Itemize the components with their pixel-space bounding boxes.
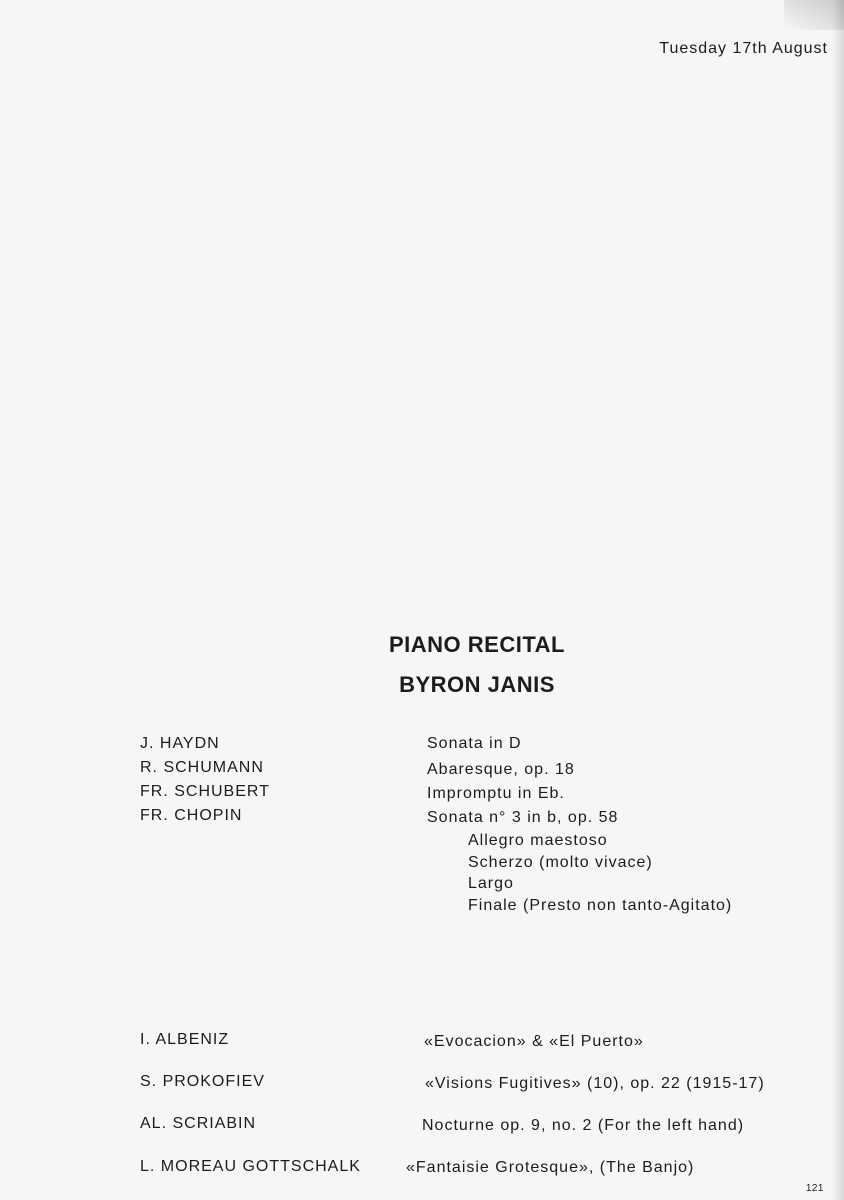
composer-name: S. PROKOFIEV <box>140 1073 265 1090</box>
performer-name: BYRON JANIS <box>399 672 555 697</box>
work-title: «Visions Fugitives» (10), op. 22 (1915-17) <box>425 1075 765 1092</box>
movement-list <box>468 830 732 916</box>
composer-name: J. HAYDN <box>140 735 220 752</box>
page-edge-shadow <box>832 0 844 1200</box>
recital-title-line-1: PIANO RECITAL <box>389 632 565 657</box>
movement: Finale (Presto non tanto-Agitato) <box>468 896 733 914</box>
composer-name: I. ALBENIZ <box>140 1031 230 1048</box>
work-title: Nocturne op. 9, no. 2 (For the left hand) <box>422 1117 745 1134</box>
work-title: Impromptu in Eb. <box>427 785 565 802</box>
composer-name: FR. CHOPIN <box>140 807 243 824</box>
page-number: 121 <box>805 1183 824 1194</box>
work-title: Sonata in D <box>427 735 522 752</box>
movement: Largo <box>468 875 514 892</box>
work-title: Abaresque, op. 18 <box>427 761 575 778</box>
work-title: «Fantaisie Grotesque», (The Banjo) <box>406 1159 695 1176</box>
movement: Scherzo (molto vivace) <box>468 853 653 871</box>
composer-name: L. MOREAU GOTTSCHALK <box>140 1158 361 1175</box>
composer-name: R. SCHUMANN <box>140 759 264 776</box>
composer-name: FR. SCHUBERT <box>140 783 270 800</box>
work-title: «Evocacion» & «El Puerto» <box>424 1033 644 1050</box>
movement: Allegro maestoso <box>468 832 608 849</box>
concert-date: Tuesday 17th August <box>659 40 828 57</box>
work-title: Sonata n° 3 in b, op. 58 <box>427 809 619 826</box>
composer-name: AL. SCRIABIN <box>140 1115 257 1132</box>
recital-title <box>0 625 844 705</box>
